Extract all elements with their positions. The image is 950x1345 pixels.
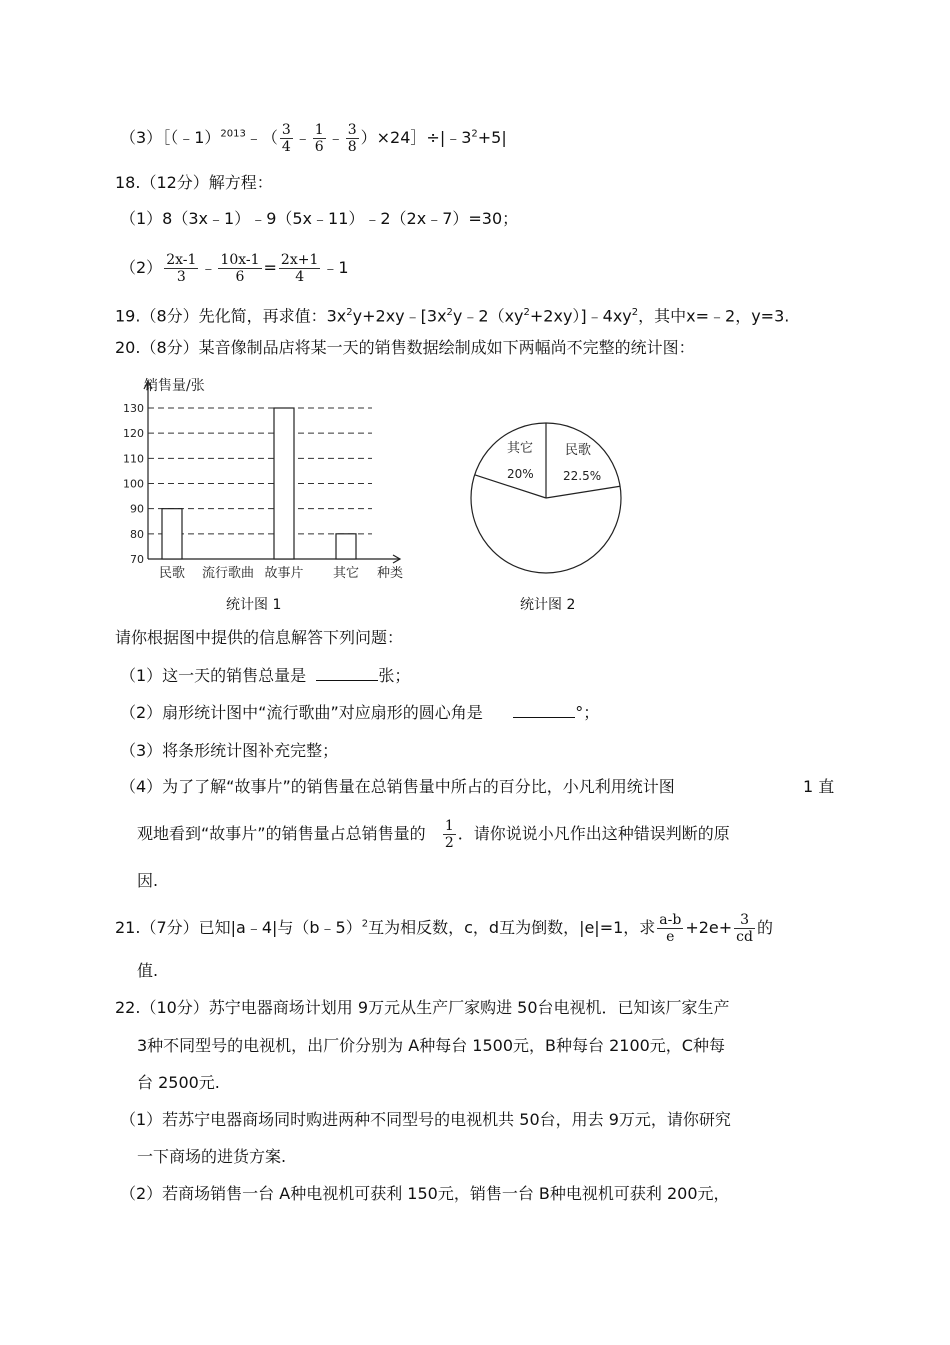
q20-part4-line1-tail: 1 直 [803,777,835,796]
fraction: $\frac{10x-1}{6}$ [220,252,260,285]
bar [274,408,294,559]
y-tick-label: 120 [123,427,144,441]
q20-part3: （3）将条形统计图补充完整； [120,741,339,760]
bar [162,509,182,559]
y-tick-label: 80 [130,527,144,541]
pie-slice-label: 民歌 [565,443,592,458]
q22-part1-line2: 一下商场的进货方案. [137,1147,287,1166]
x-tick-label: 故事片 [264,566,304,581]
q20-heading: 20.（8分）某音像制品店将某一天的销售数据绘制成如下两幅尚不完整的统计图： [115,338,695,357]
y-tick-label: 90 [130,502,144,516]
q20-part2: （2）扇形统计图中“流行歌曲”对应扇形的圆心角是 °； [120,703,600,722]
q20-part4-line2: 观地看到“故事片”的销售量占总销售量的 $\frac{1}{2}$ ．请你说说小凡作出这种错误判断的原 [137,818,730,851]
pie-slice-label: 其它 [507,441,534,456]
x-tick-label: 流行歌曲 [201,566,255,581]
q21-line2: 值. [137,961,159,980]
q20-intro: 请你根据图中提供的信息解答下列问题： [115,628,404,647]
fraction: $\frac{3}{8}$ [347,122,357,155]
fraction: $\frac{2x+1}{4}$ [280,252,319,285]
q21-question: 21.（7分）已知|a﹣4|与（b﹣5）$^2$互为相反数，c，d互为倒数，|e|=1，求 $\frac{a-b}{e}$ +2e+ $\frac{3}{cd}$ 的 [115,912,773,945]
fraction: $\frac{1}{2}$ [444,818,454,851]
q17-part3: （3）［（﹣1）$^{2013}$﹣（ $\frac{3}{4}$ ﹣ $\frac{1}{6}$ ﹣ $\frac{3}{8}$ ）$\times 24]\div|﹣3^2+5|$ [120,122,507,155]
pie-slice-percent: 22.5% [563,469,602,483]
fraction: $\frac{3}{cd}$ [736,912,753,945]
fraction: $\frac{2x-1}{3}$ [166,252,197,285]
bar-chart [110,375,410,615]
q19-question: 19.（8分）先化简，再求值：$3x^2y+2xy﹣[3x^2y﹣2(xy^2+2xy)]﹣4xy^2$，其中x=﹣2，y=3. [115,306,790,326]
x-tick-label: 民歌 [158,566,186,581]
q20-part4-line3: 因. [137,871,159,890]
q22-line1: 22.（10分）苏宁电器商场计划用 9万元从生产厂家购进 50台电视机．已知该厂家生产 [115,998,730,1017]
bar-chart-title: 统计图 1 [226,597,282,613]
fraction: $\frac{a-b}{e}$ [659,912,682,945]
q20-part4-line1: （4）为了了解“故事片”的销售量在总销售量中所占的百分比，小凡利用统计图 [120,777,675,796]
q18-heading: 18.（12分）解方程： [115,173,273,192]
pie-slice-percent: 20% [507,467,534,481]
y-tick-label: 110 [123,452,144,466]
fraction: $\frac{3}{4}$ [281,122,291,155]
fraction: $\frac{1}{6}$ [314,122,324,155]
pie-chart-title: 统计图 2 [520,597,576,613]
q20-part1: （1）这一天的销售总量是 张； [120,666,411,685]
q22-part1-line1: （1）若苏宁电器商场同时购进两种不同型号的电视机共 50台，用去 9万元，请你研究 [120,1110,731,1129]
x-axis-label: 种类 [376,566,404,581]
bar [336,534,356,559]
pie-chart [460,412,640,592]
q22-line2: 3种不同型号的电视机，出厂价分别为 A种每台 1500元，B种每台 2100元，C种每 [137,1036,725,1055]
answer-blank[interactable] [513,703,575,718]
y-tick-label: 100 [123,477,144,491]
answer-blank[interactable] [316,666,378,681]
q18-part2: （2） $\frac{2x-1}{3}$ ﹣ $\frac{10x-1}{6}$ = $\frac{2x+1}{4}$ ﹣1 [120,252,349,285]
y-tick-label: 70 [130,553,144,566]
q22-line3: 台 2500元. [137,1073,220,1092]
y-tick-label: 130 [123,402,144,415]
x-tick-label: 其它 [332,566,360,581]
q18-part1: （1）8（3x﹣1）﹣9（5x﹣11）﹣2（2x﹣7）=30； [120,209,519,228]
q22-part2: （2）若商场销售一台 A种电视机可获利 150元，销售一台 B种电视机可获利 200元， [120,1184,730,1203]
y-axis-label: 销售量/张 [144,378,205,394]
